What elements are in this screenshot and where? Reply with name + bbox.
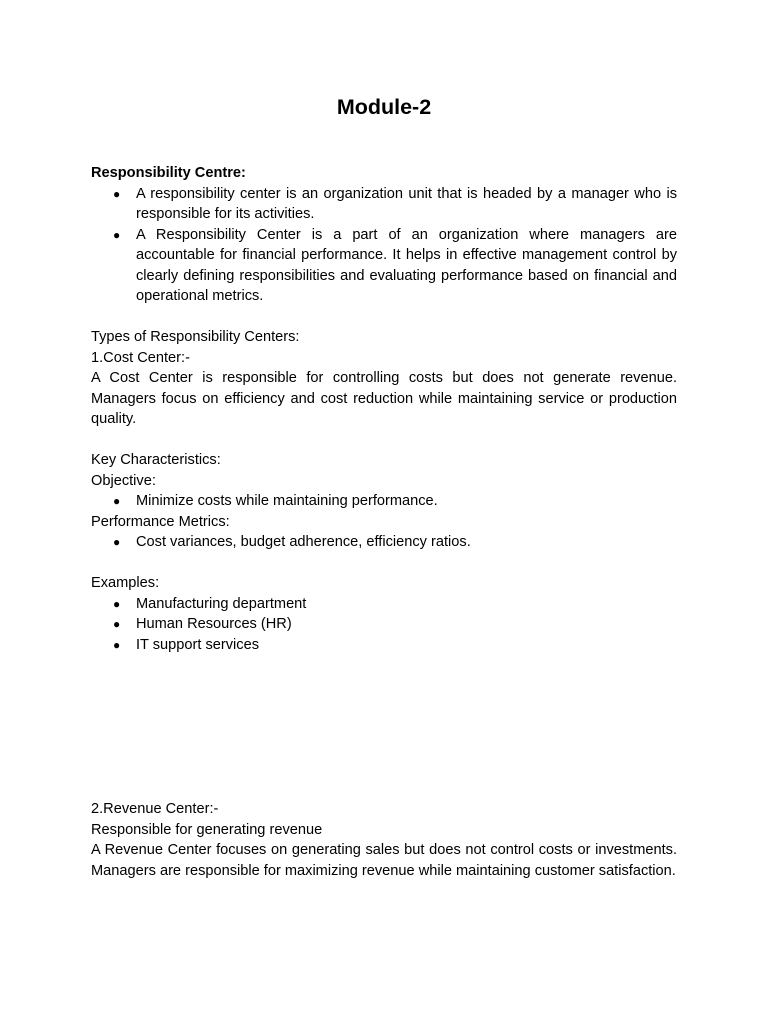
revenue-center-section — [91, 799, 677, 881]
bullet-text: A Responsibility Center is a part of an organization where managers are accountable for financial performance. It helps in effective management control by clearly defining responsibilities and evaluating performance based on financial and operational metrics. — [136, 226, 677, 304]
bullet-icon: ● — [113, 227, 121, 242]
list-item — [91, 614, 677, 635]
cost-center-section — [91, 327, 677, 430]
list-item — [91, 184, 677, 225]
bullet-icon: ● — [113, 617, 121, 631]
list-item — [91, 532, 677, 553]
page-title: Module-2 — [336, 95, 432, 119]
types-heading: Types of Responsibility Centers: — [91, 329, 300, 345]
bullet-icon: ● — [113, 535, 121, 549]
bullet-text: A responsibility center is an organization unit that is headed by a manager who is responsible for its activities. — [136, 185, 677, 222]
cost-center-description: A Cost Center is responsible for controlling costs but does not generate revenue. Managers focus on efficiency and cost reduction while maintaining service or production quality. — [91, 370, 677, 427]
examples-bullet-list — [91, 594, 677, 656]
bullet-text: Manufacturing department — [136, 595, 307, 612]
bullet-text: Human Resources (HR) — [136, 616, 292, 632]
bullet-text: Cost variances, budget adherence, efficiency ratios. — [136, 534, 471, 550]
bullet-icon: ● — [113, 494, 121, 508]
bullet-icon: ● — [113, 596, 121, 611]
key-characteristics-section — [91, 450, 677, 553]
list-item — [91, 635, 677, 656]
bullet-icon: ● — [113, 186, 121, 201]
revenue-center-subheading: Responsible for generating revenue — [91, 821, 323, 838]
key-characteristics-label: Key Characteristics: — [91, 452, 221, 468]
objective-label: Objective: — [91, 472, 156, 489]
performance-metrics-label: Performance Metrics: — [91, 513, 230, 530]
revenue-center-heading: 2.Revenue Center:- — [91, 801, 219, 817]
bullet-text: IT support services — [136, 636, 260, 653]
revenue-center-description: A Revenue Center focuses on generating sales but does not control costs or investments. Managers are responsible for maximizing revenue while maintaining customer satisfaction. — [91, 842, 677, 879]
list-item — [91, 491, 677, 512]
objective-bullet-list — [91, 491, 677, 512]
responsibility-heading: Responsibility Centre: — [91, 165, 246, 181]
bullet-text: Minimize costs while maintaining performance. — [136, 493, 438, 509]
responsibility-bullet-list — [91, 184, 677, 307]
responsibility-section — [91, 163, 677, 307]
list-item — [91, 594, 677, 615]
metrics-bullet-list — [91, 532, 677, 553]
list-item — [91, 225, 677, 307]
bullet-icon: ● — [113, 637, 121, 652]
cost-center-heading: 1.Cost Center:- — [91, 349, 190, 366]
examples-section — [91, 573, 677, 655]
examples-label: Examples: — [91, 575, 160, 591]
